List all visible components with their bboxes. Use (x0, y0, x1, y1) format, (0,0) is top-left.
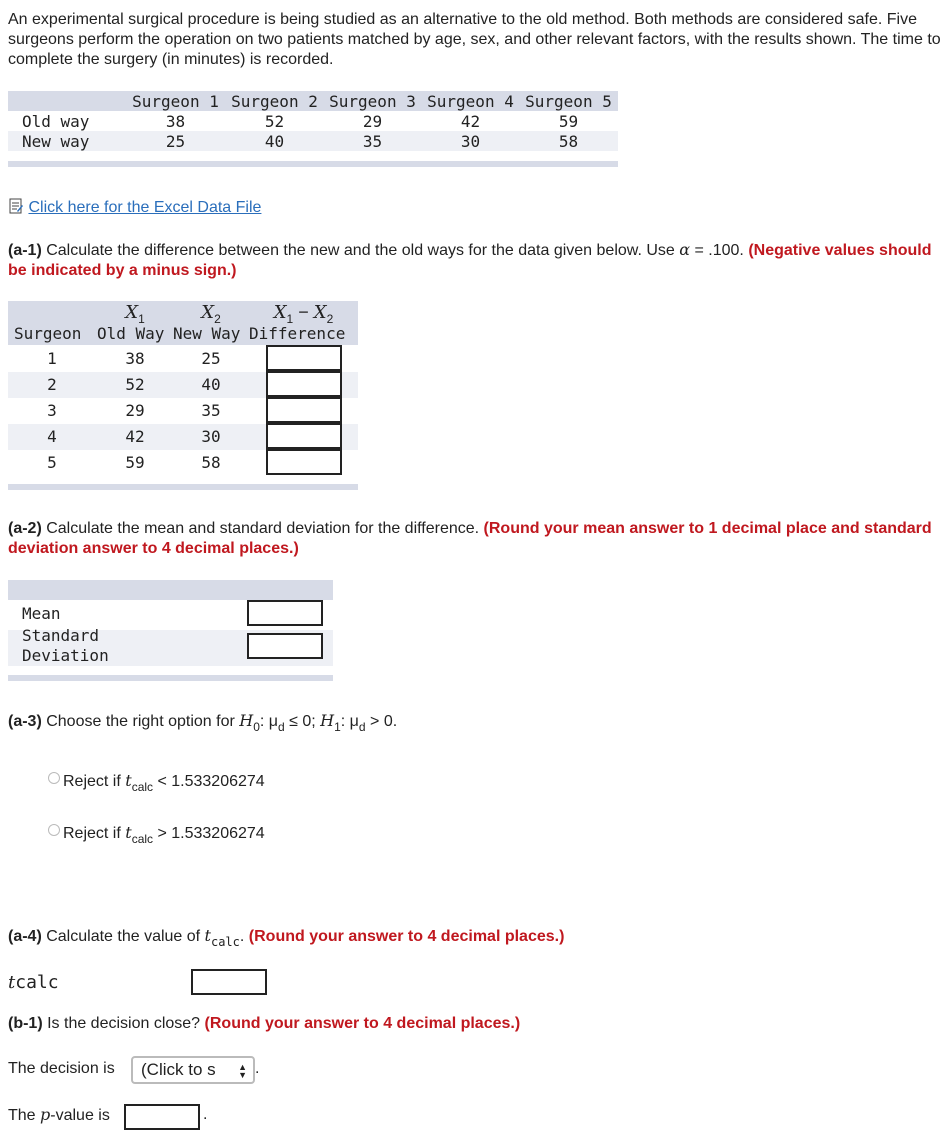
chevron-updown-icon: ▲ ▼ (238, 1062, 247, 1080)
data-table-row-label-old: Old way (22, 112, 90, 131)
radio-button[interactable] (48, 824, 60, 836)
data-table-cell: 59 (558, 112, 579, 131)
pvalue-input[interactable] (124, 1104, 200, 1130)
excel-file-icon (8, 198, 24, 214)
radio-button[interactable] (48, 772, 60, 784)
data-table-cell: 30 (460, 132, 481, 151)
data-table-header-surgeon2: Surgeon 2 (231, 92, 318, 111)
surgeon-number: 1 (47, 349, 57, 368)
new-way-value: 58 (201, 453, 221, 472)
new-way-value: 25 (201, 349, 221, 368)
col-header-new-way: New Way (173, 324, 241, 343)
data-table-header-surgeon1: Surgeon 1 (132, 92, 219, 111)
a2-text: Calculate the mean and standard deviation for the difference. (41, 520, 484, 537)
excel-link-text[interactable]: Click here for the Excel Data File (28, 199, 262, 216)
col-var-x1: $X_1$ (125, 302, 145, 326)
data-table-cell: 29 (362, 112, 383, 131)
question-a4: (a-4) Calculate the value of $t_{calc}$. (Round your answer to 4 decimal places.) (8, 926, 565, 949)
decision-select[interactable] (131, 1056, 255, 1084)
mean-label: Mean (22, 604, 61, 623)
tcalc-label: tcalc (8, 972, 59, 993)
old-way-value: 59 (125, 453, 145, 472)
a1-tag: (a-1) (8, 242, 42, 259)
data-table-cell: 35 (362, 132, 383, 151)
option-label: Reject if $t_{calc} > 1.533206274$ (63, 823, 265, 846)
data-table-cell: 58 (558, 132, 579, 151)
old-way-value: 38 (125, 349, 145, 368)
a1-instruction: (Negative values should be indicated by a minus sign.) (8, 242, 932, 279)
question-a3: (a-3) Choose the right option for $H_0$: $\mu_d \le 0$; $H_1$: $\mu_d > 0$. (8, 711, 398, 734)
col-header-old-way: Old Way (97, 324, 165, 343)
mean-input[interactable] (247, 600, 323, 626)
data-table-cell: 42 (460, 112, 481, 131)
data-table-header-surgeon4: Surgeon 4 (427, 92, 514, 111)
difference-input-2[interactable] (266, 371, 342, 397)
decision-select-value: (Click to s (141, 1060, 216, 1079)
question-b1: (b-1) Is the decision close? (Round your answer to 4 decimal places.) (8, 1015, 521, 1032)
data-table-cell: 25 (165, 132, 186, 151)
data-table-header-surgeon5: Surgeon 5 (525, 92, 612, 111)
data-table-header-surgeon3: Surgeon 3 (329, 92, 416, 111)
surgeon-number: 4 (47, 427, 57, 446)
old-way-value: 52 (125, 375, 145, 394)
difference-input-1[interactable] (266, 345, 342, 371)
sd-label: Standard Deviation (22, 626, 109, 665)
sd-input[interactable] (247, 633, 323, 659)
data-table-cell: 52 (264, 112, 285, 131)
excel-link[interactable] (8, 198, 261, 217)
data-table-cell: 38 (165, 112, 186, 131)
old-way-value: 42 (125, 427, 145, 446)
question-a1 (8, 240, 938, 281)
a4-instruction: (Round your answer to 4 decimal places.) (248, 928, 565, 945)
a4-tag: (a-4) (8, 928, 42, 945)
intro-text: An experimental surgical procedure is being studied as an alternative to the old method. Both methods are considered safe. Five surgeons perform the operation on two patients matched by age, sex, and other relevant factors, with the results shown. The time to complete the surgery (in minutes) is recorded. (8, 11, 941, 68)
difference-input-4[interactable] (266, 423, 342, 449)
old-way-value: 29 (125, 401, 145, 420)
data-table-cell: 40 (264, 132, 285, 151)
option-label: Reject if $t_{calc} < 1.533206274$ (63, 771, 265, 794)
decision-period: . (255, 1060, 260, 1077)
data-table-row-label-new: New way (22, 132, 90, 151)
tcalc-input[interactable] (191, 969, 267, 995)
a1-alpha-value: = .100. (690, 242, 749, 259)
pvalue-period: . (203, 1106, 208, 1123)
col-header-surgeon: Surgeon (14, 324, 82, 343)
col-var-x2: $X_2$ (201, 302, 221, 326)
a2-instruction: (Round your mean answer to 1 decimal place and standard deviation answer to 4 decimal places.) (8, 520, 932, 557)
decision-label: The decision is (8, 1060, 115, 1077)
new-way-value: 35 (201, 401, 221, 420)
pvalue-label: The p-value is (8, 1105, 110, 1124)
surgeon-number: 5 (47, 453, 57, 472)
a2-tag: (a-2) (8, 520, 42, 537)
b1-instruction: (Round your answer to 4 decimal places.) (204, 1015, 521, 1032)
diff-table-footer-bar (8, 484, 358, 490)
col-var-diff: $X_1 - X_2$ (273, 302, 334, 326)
data-table-footer-bar (8, 161, 618, 167)
col-header-difference: Difference (249, 324, 346, 343)
stats-table-header-bg (8, 580, 333, 600)
new-way-value: 30 (201, 427, 221, 446)
surgeon-number: 3 (47, 401, 57, 420)
difference-input-3[interactable] (266, 397, 342, 423)
question-a2 (8, 519, 943, 559)
surgeon-number: 2 (47, 375, 57, 394)
difference-input-5[interactable] (266, 449, 342, 475)
a1-alpha: α (679, 240, 691, 259)
stats-table-footer-bar (8, 675, 333, 681)
a3-tag: (a-3) (8, 713, 42, 730)
new-way-value: 40 (201, 375, 221, 394)
b1-tag: (b-1) (8, 1015, 43, 1032)
a1-text: Calculate the difference between the new and the old ways for the data given below. Use (41, 242, 680, 259)
